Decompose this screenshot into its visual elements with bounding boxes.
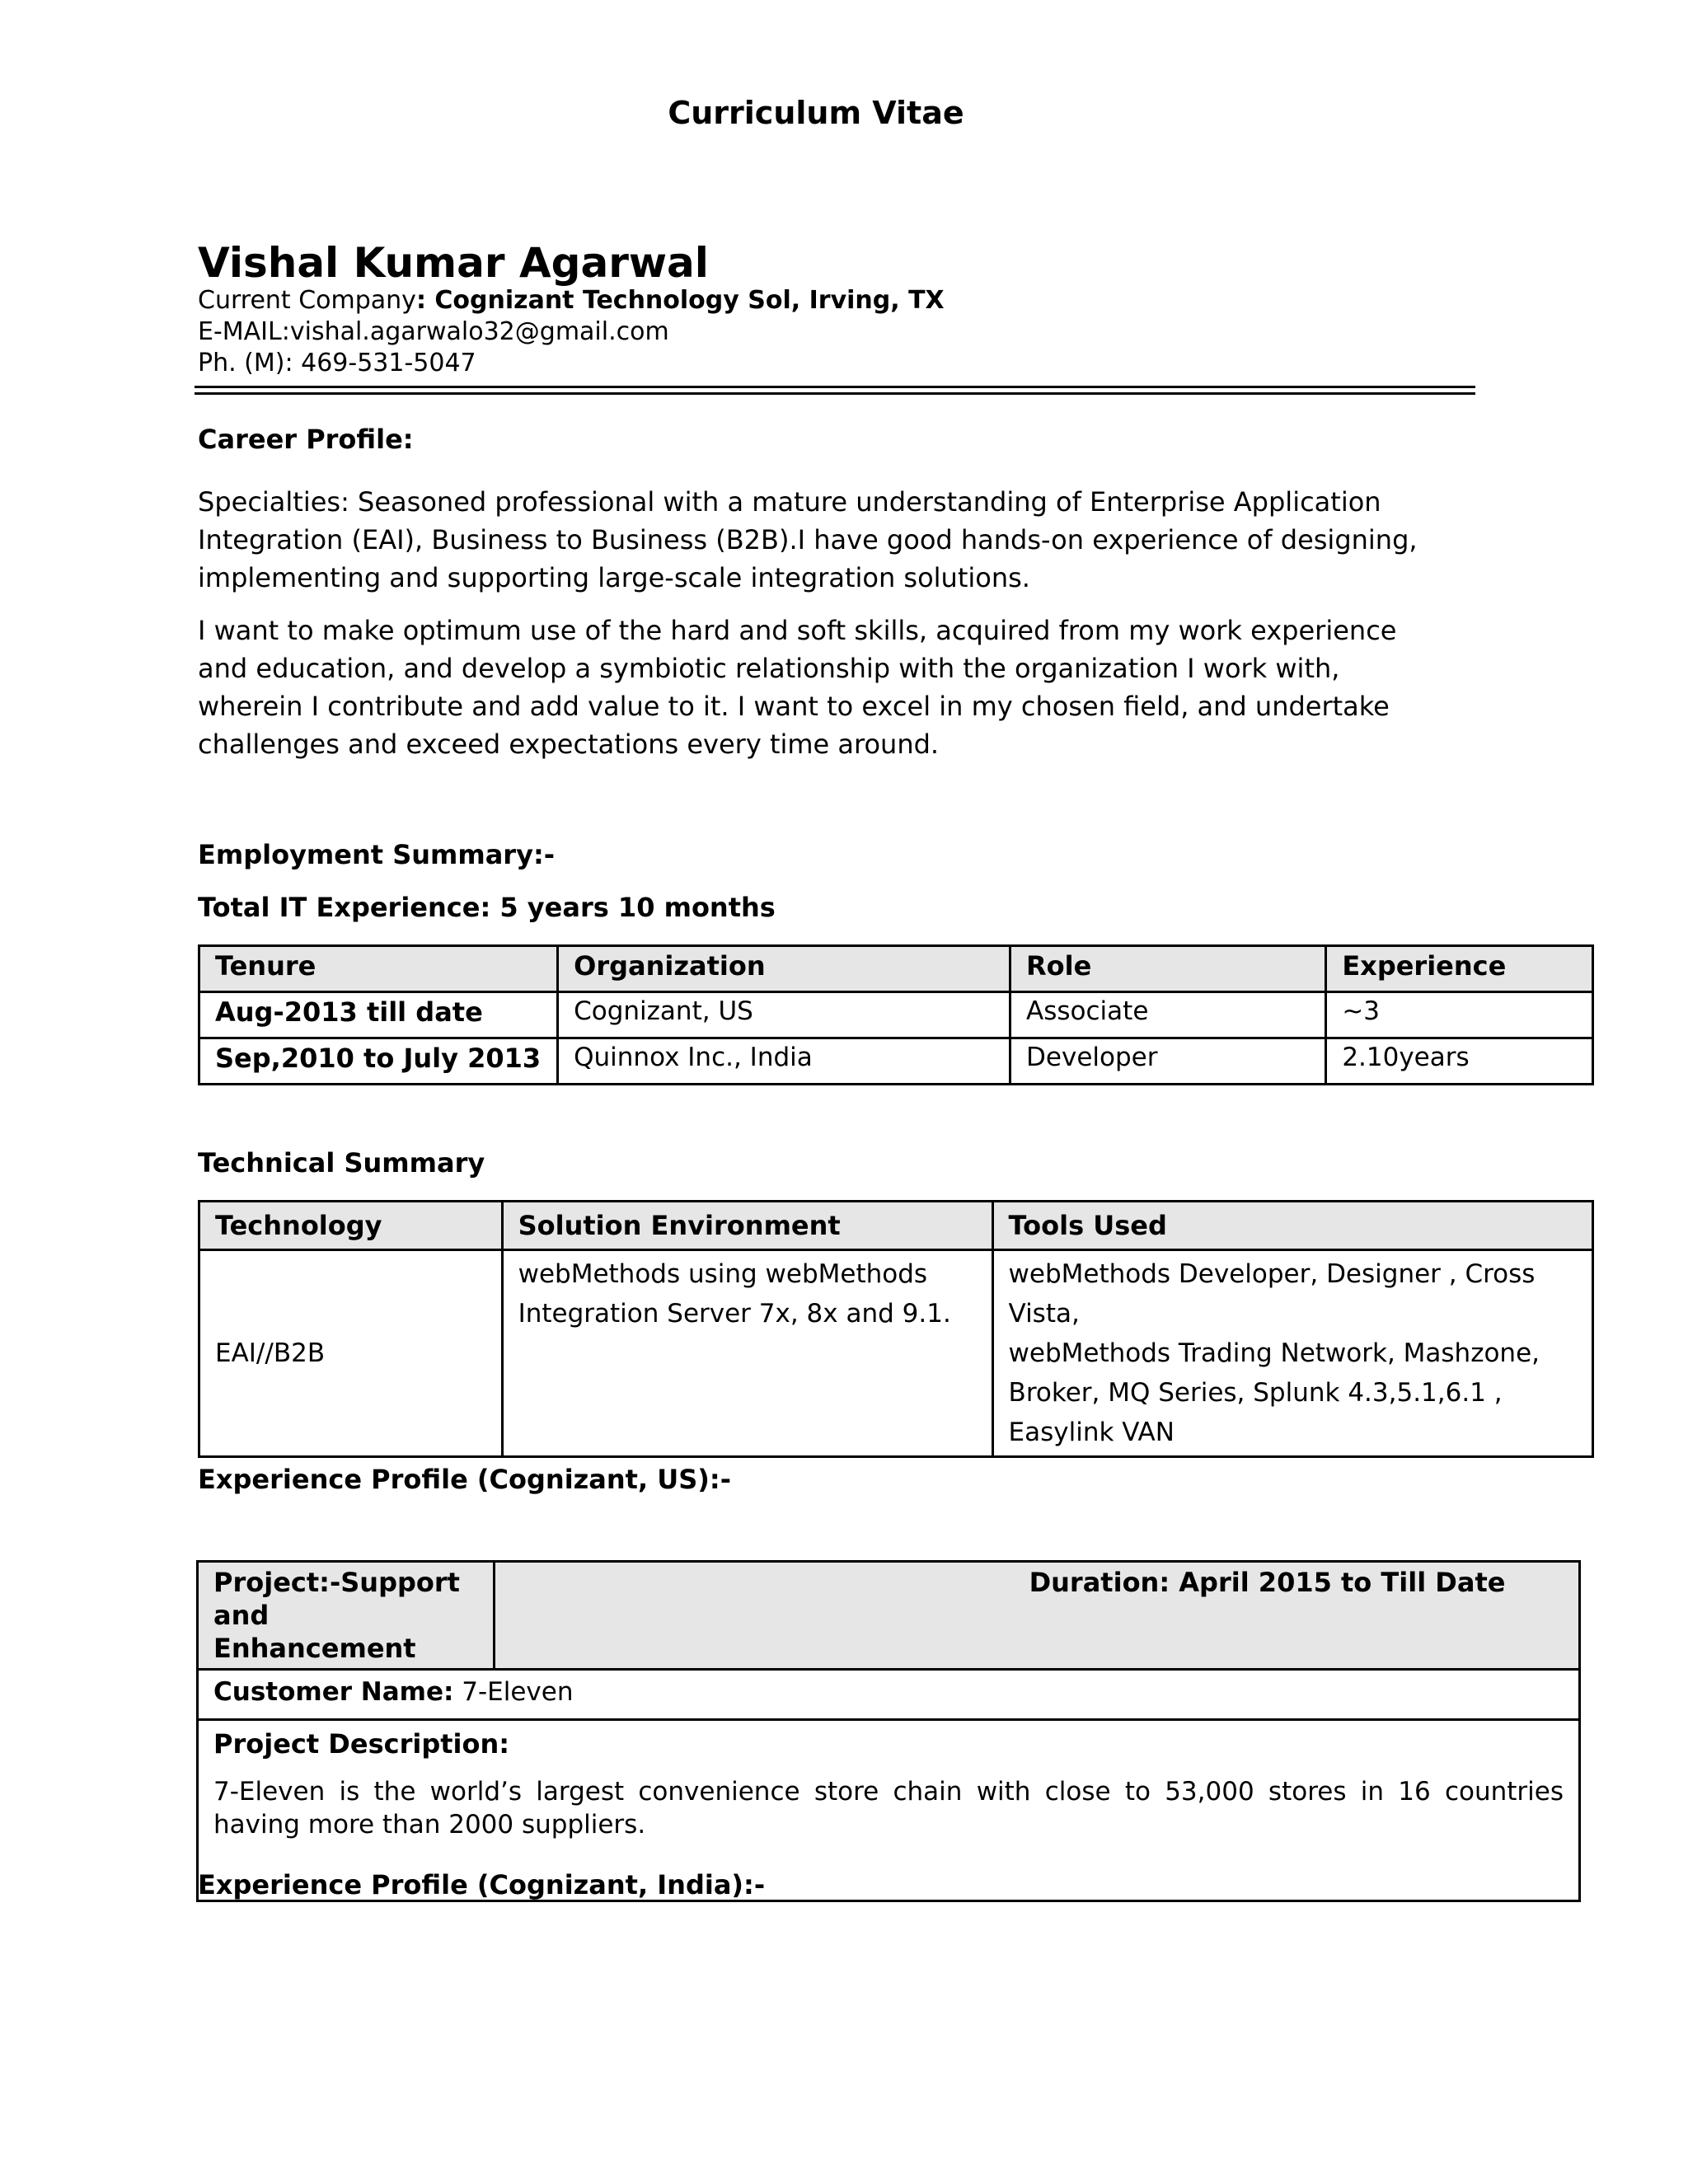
career-profile-text bbox=[198, 483, 1451, 778]
experience-profile-us-heading: Experience Profile (Cognizant, US):- bbox=[198, 1464, 731, 1495]
document-title: Curriculum Vitae bbox=[668, 95, 964, 131]
table-header-row bbox=[199, 946, 1593, 992]
tools-line: webMethods Trading Network, Mashzone, bbox=[1008, 1338, 1540, 1368]
experience-cell: ~3 bbox=[1326, 992, 1593, 1038]
current-company bbox=[198, 285, 945, 316]
company-value: : Cognizant Technology Sol, Irving, TX bbox=[415, 286, 945, 315]
career-profile-heading: Career Profile: bbox=[198, 424, 414, 455]
role-cell: Associate bbox=[1010, 992, 1326, 1038]
experience-profile-india-heading: Experience Profile (Cognizant, India):- bbox=[198, 1869, 766, 1900]
table-row bbox=[199, 992, 1593, 1038]
customer-cell bbox=[198, 1670, 1580, 1720]
description-label: Project Description: bbox=[213, 1728, 510, 1760]
solution-cell bbox=[502, 1250, 992, 1457]
header-solution-environment: Solution Environment bbox=[502, 1202, 992, 1250]
tools-cell bbox=[992, 1250, 1592, 1457]
total-experience: Total IT Experience: 5 years 10 months bbox=[198, 892, 776, 923]
tenure-cell: Aug-2013 till date bbox=[199, 992, 558, 1038]
candidate-name: Vishal Kumar Agarwal bbox=[198, 239, 709, 287]
phone-line: Ph. (M): 469-531-5047 bbox=[198, 349, 476, 377]
project-header-row bbox=[198, 1562, 1580, 1670]
employment-table bbox=[198, 944, 1594, 1085]
header-tenure: Tenure bbox=[199, 946, 558, 992]
header-divider-bottom bbox=[195, 392, 1475, 395]
tools-line: Broker, MQ Series, Splunk 4.3,5.1,6.1 , bbox=[1008, 1378, 1503, 1408]
customer-row bbox=[198, 1670, 1580, 1720]
customer-value: 7-Eleven bbox=[453, 1677, 574, 1707]
career-paragraph-1: Specialties: Seasoned professional with a mature understanding of Enterprise Application Integration (EAI), Business to Business (B2B).I have good hands-on experience of designing, implementing and supporting large-scale integration solutions. bbox=[198, 486, 1418, 593]
technology-cell: EAI//B2B bbox=[199, 1250, 503, 1457]
project-label bbox=[198, 1562, 495, 1670]
header-experience: Experience bbox=[1326, 946, 1593, 992]
project-table bbox=[196, 1560, 1581, 1902]
header-divider-top bbox=[195, 386, 1475, 388]
technical-summary-heading: Technical Summary bbox=[198, 1147, 485, 1179]
technical-table bbox=[198, 1200, 1594, 1458]
table-header-row bbox=[199, 1202, 1593, 1250]
role-cell: Developer bbox=[1010, 1038, 1326, 1085]
project-duration: Duration: April 2015 to Till Date bbox=[494, 1562, 1579, 1670]
project-label-line: Project:-Support bbox=[213, 1567, 460, 1598]
header-technology: Technology bbox=[199, 1202, 503, 1250]
header-organization: Organization bbox=[558, 946, 1010, 992]
table-row bbox=[199, 1250, 1593, 1457]
career-paragraph-2: I want to make optimum use of the hard and soft skills, acquired from my work experience and education, and develop a symbiotic relationship with the organization I work with, wherein I contribute and add value to it. I want to excel in my chosen field, and undertake challenges and exceed expectations every time around. bbox=[198, 615, 1397, 760]
table-row bbox=[199, 1038, 1593, 1085]
employment-summary-heading: Employment Summary:- bbox=[198, 839, 556, 870]
tools-line: Easylink VAN bbox=[1008, 1418, 1175, 1447]
company-label: Current Company bbox=[198, 286, 416, 315]
project-label-line: and Enhancement bbox=[213, 1600, 416, 1664]
header-role: Role bbox=[1010, 946, 1326, 992]
solution-line: webMethods using webMethods bbox=[518, 1259, 928, 1289]
description-text: 7-Eleven is the world’s largest convenience store chain with close to 53,000 stores in 16 countries having more than 2000 suppliers. bbox=[213, 1777, 1564, 1840]
experience-cell: 2.10years bbox=[1326, 1038, 1593, 1085]
email-line: E-MAIL:vishal.agarwalo32@gmail.com bbox=[198, 317, 669, 346]
header-tools-used: Tools Used bbox=[992, 1202, 1592, 1250]
tools-line: webMethods Developer, Designer , Cross Vista, bbox=[1008, 1259, 1536, 1329]
customer-label: Customer Name: bbox=[213, 1677, 454, 1707]
organization-cell: Cognizant, US bbox=[558, 992, 1010, 1038]
solution-line: Integration Server 7x, 8x and 9.1. bbox=[518, 1299, 951, 1329]
tenure-cell: Sep,2010 to July 2013 bbox=[199, 1038, 558, 1085]
organization-cell: Quinnox Inc., India bbox=[558, 1038, 1010, 1085]
